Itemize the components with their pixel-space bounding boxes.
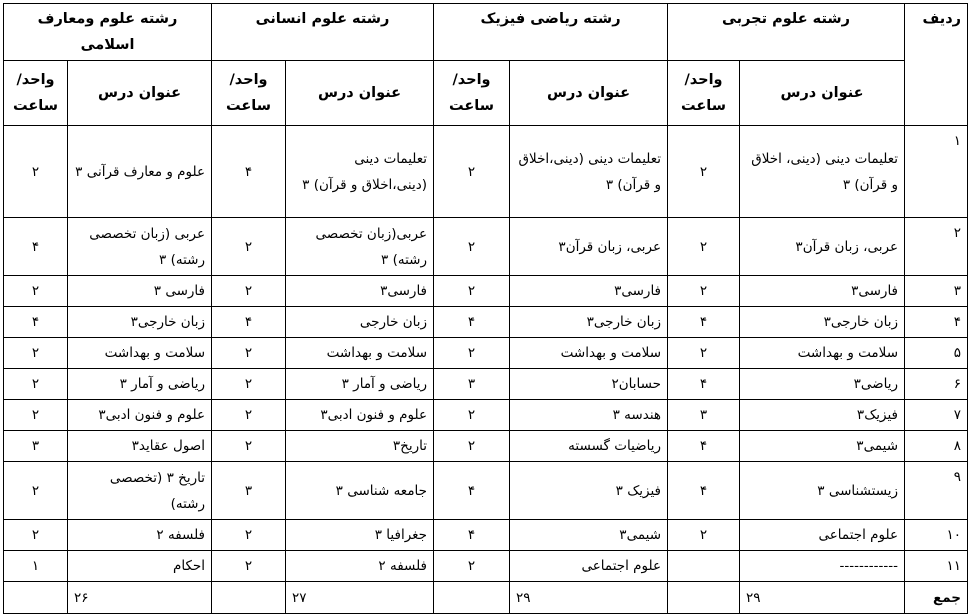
course-title: علوم و معارف قرآنی ۳ bbox=[68, 126, 212, 218]
row-index: ۱ bbox=[905, 126, 968, 218]
course-units: ۲ bbox=[212, 400, 286, 431]
course-title: شیمی۳ bbox=[740, 431, 905, 462]
subheader-units: واحد/ ساعت bbox=[4, 61, 68, 126]
total-value: ۲۹ bbox=[510, 582, 668, 614]
course-title: تعلیمات دینی (دینی، اخلاق و قرآن) ۳ bbox=[740, 126, 905, 218]
course-units: ۱ bbox=[4, 551, 68, 582]
course-units: ۴ bbox=[434, 520, 510, 551]
course-units: ۳ bbox=[434, 369, 510, 400]
table-row bbox=[4, 431, 968, 462]
course-units: ۲ bbox=[668, 338, 740, 369]
subheader-units: واحد/ ساعت bbox=[212, 61, 286, 126]
course-title: جغرافیا ۳ bbox=[286, 520, 434, 551]
table-row bbox=[4, 400, 968, 431]
course-title: فیزیک ۳ bbox=[510, 462, 668, 520]
course-units: ۲ bbox=[668, 218, 740, 276]
course-title: شیمی۳ bbox=[510, 520, 668, 551]
empty-cell bbox=[668, 582, 740, 614]
course-title: زبان خارجی۳ bbox=[740, 307, 905, 338]
course-units: ۲ bbox=[434, 400, 510, 431]
course-units: ۲ bbox=[212, 431, 286, 462]
row-index: ۵ bbox=[905, 338, 968, 369]
course-title: فارسی۳ bbox=[740, 276, 905, 307]
row-index: ۹ bbox=[905, 462, 968, 520]
course-title: تاریخ۳ bbox=[286, 431, 434, 462]
table-row bbox=[4, 369, 968, 400]
course-title: فیزیک۳ bbox=[740, 400, 905, 431]
course-units bbox=[668, 551, 740, 582]
total-value: ۲۷ bbox=[286, 582, 434, 614]
course-title: عربی(زبان تخصصی رشته) ۳ bbox=[286, 218, 434, 276]
header-track-experimental: رشته علوم تجربی bbox=[668, 4, 905, 61]
course-title: تعلیمات دینی (دینی،اخلاق و قرآن) ۳ bbox=[510, 126, 668, 218]
course-title: ریاضیات گسسته bbox=[510, 431, 668, 462]
course-units: ۴ bbox=[434, 462, 510, 520]
course-units: ۲ bbox=[212, 276, 286, 307]
subheader-course-title: عنوان درس bbox=[740, 61, 905, 126]
course-title: زبان خارجی۳ bbox=[510, 307, 668, 338]
course-title: سلامت و بهداشت bbox=[68, 338, 212, 369]
course-title: ------------ bbox=[740, 551, 905, 582]
course-units: ۴ bbox=[668, 369, 740, 400]
course-title: سلامت و بهداشت bbox=[510, 338, 668, 369]
table-row bbox=[4, 276, 968, 307]
course-title: تاریخ ۳ (تخصصی رشته) bbox=[68, 462, 212, 520]
course-title: فارسی۳ bbox=[286, 276, 434, 307]
course-units: ۴ bbox=[212, 126, 286, 218]
course-units: ۲ bbox=[434, 276, 510, 307]
subheader-units: واحد/ ساعت bbox=[668, 61, 740, 126]
table-row bbox=[4, 338, 968, 369]
row-index: ۴ bbox=[905, 307, 968, 338]
subheader-units: واحد/ ساعت bbox=[434, 61, 510, 126]
course-title: ریاضی۳ bbox=[740, 369, 905, 400]
course-units: ۳ bbox=[212, 462, 286, 520]
course-units: ۲ bbox=[4, 520, 68, 551]
course-title: ریاضی و آمار ۳ bbox=[286, 369, 434, 400]
course-title: اصول عقاید۳ bbox=[68, 431, 212, 462]
course-title: احکام bbox=[68, 551, 212, 582]
course-units: ۴ bbox=[668, 462, 740, 520]
course-units: ۲ bbox=[212, 551, 286, 582]
course-units: ۲ bbox=[668, 276, 740, 307]
table-row bbox=[4, 307, 968, 338]
course-title: تعلیمات دینی (دینی،اخلاق و قرآن) ۳ bbox=[286, 126, 434, 218]
course-units: ۲ bbox=[434, 218, 510, 276]
header-track-math-physics: رشته ریاضی فیزیک bbox=[434, 4, 668, 61]
course-units: ۳ bbox=[668, 400, 740, 431]
row-index: ۳ bbox=[905, 276, 968, 307]
course-units: ۲ bbox=[434, 126, 510, 218]
course-title: زیستشناسی ۳ bbox=[740, 462, 905, 520]
course-title: حسابان۲ bbox=[510, 369, 668, 400]
course-title: سلامت و بهداشت bbox=[740, 338, 905, 369]
subheader-course-title: عنوان درس bbox=[68, 61, 212, 126]
course-units: ۲ bbox=[434, 431, 510, 462]
course-units: ۲ bbox=[434, 338, 510, 369]
header-track-islamic-studies: رشته علوم ومعارف اسلامی bbox=[4, 4, 212, 61]
course-units: ۲ bbox=[4, 400, 68, 431]
empty-cell bbox=[212, 582, 286, 614]
header-track-humanities: رشته علوم انسانی bbox=[212, 4, 434, 61]
row-index: ۱۰ bbox=[905, 520, 968, 551]
course-units: ۴ bbox=[434, 307, 510, 338]
course-title: فارسی ۳ bbox=[68, 276, 212, 307]
course-title: هندسه ۳ bbox=[510, 400, 668, 431]
total-value: ۲۶ bbox=[68, 582, 212, 614]
row-index: ۸ bbox=[905, 431, 968, 462]
course-title: علوم و فنون ادبی۳ bbox=[68, 400, 212, 431]
row-index: ۱۱ bbox=[905, 551, 968, 582]
row-index: ۲ bbox=[905, 218, 968, 276]
course-title: عربی، زبان قرآن۳ bbox=[510, 218, 668, 276]
course-title: جامعه شناسی ۳ bbox=[286, 462, 434, 520]
course-units: ۲ bbox=[212, 369, 286, 400]
course-title: عربی (زبان تخصصی رشته) ۳ bbox=[68, 218, 212, 276]
table-row bbox=[4, 462, 968, 520]
course-title: فارسی۳ bbox=[510, 276, 668, 307]
course-units: ۴ bbox=[4, 307, 68, 338]
course-units: ۲ bbox=[4, 338, 68, 369]
course-title: زبان خارجی bbox=[286, 307, 434, 338]
course-units: ۲ bbox=[212, 338, 286, 369]
course-units: ۴ bbox=[668, 307, 740, 338]
course-units: ۲ bbox=[212, 520, 286, 551]
total-value: ۲۹ bbox=[740, 582, 905, 614]
row-index: ۶ bbox=[905, 369, 968, 400]
course-units: ۳ bbox=[4, 431, 68, 462]
course-title: علوم اجتماعی bbox=[740, 520, 905, 551]
course-title: سلامت و بهداشت bbox=[286, 338, 434, 369]
table-row bbox=[4, 520, 968, 551]
course-title: ریاضی و آمار ۳ bbox=[68, 369, 212, 400]
empty-cell bbox=[4, 582, 68, 614]
curriculum-table bbox=[3, 3, 968, 614]
course-units: ۲ bbox=[4, 276, 68, 307]
course-units: ۲ bbox=[4, 126, 68, 218]
course-units: ۲ bbox=[4, 369, 68, 400]
table-row bbox=[4, 218, 968, 276]
course-units: ۲ bbox=[668, 126, 740, 218]
course-title: علوم و فنون ادبی۳ bbox=[286, 400, 434, 431]
course-units: ۴ bbox=[212, 307, 286, 338]
course-title: فلسفه ۲ bbox=[286, 551, 434, 582]
course-units: ۲ bbox=[4, 462, 68, 520]
course-units: ۲ bbox=[668, 520, 740, 551]
course-title: علوم اجتماعی bbox=[510, 551, 668, 582]
table-row bbox=[4, 126, 968, 218]
subheader-course-title: عنوان درس bbox=[286, 61, 434, 126]
course-units: ۲ bbox=[212, 218, 286, 276]
course-title: فلسفه ۲ bbox=[68, 520, 212, 551]
course-units: ۴ bbox=[668, 431, 740, 462]
table-row bbox=[4, 551, 968, 582]
course-title: زبان خارجی۳ bbox=[68, 307, 212, 338]
row-index: ۷ bbox=[905, 400, 968, 431]
total-label: جمع bbox=[905, 582, 968, 614]
subheader-course-title: عنوان درس bbox=[510, 61, 668, 126]
empty-cell bbox=[434, 582, 510, 614]
header-index: ردیف bbox=[905, 4, 968, 126]
course-units: ۲ bbox=[434, 551, 510, 582]
course-title: عربی، زبان قرآن۳ bbox=[740, 218, 905, 276]
course-units: ۴ bbox=[4, 218, 68, 276]
